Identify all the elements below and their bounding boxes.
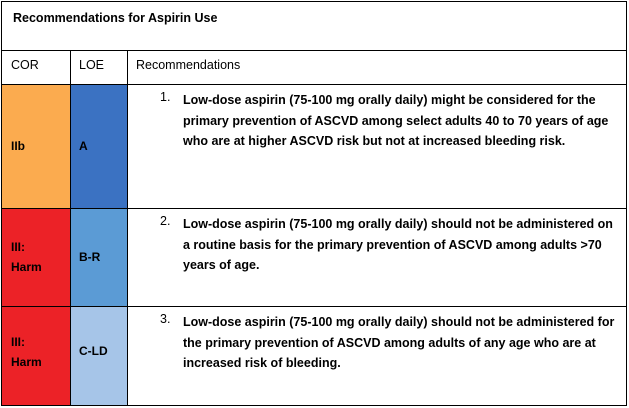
recommendation-cell <box>128 209 626 306</box>
loe-cell <box>71 209 127 306</box>
table-row <box>2 85 626 209</box>
header-cor: COR <box>11 58 39 72</box>
recommendation-cell <box>128 85 626 208</box>
header-recommendations: Recommendations <box>136 58 241 72</box>
table-row <box>2 209 626 307</box>
recommendation-cell <box>128 307 626 405</box>
recommendation-text: Low-dose aspirin (75-100 mg orally daily) might be considered for the primary prevention of ASCVD among select adults 40 to 70 years of age who are at higher ASCVD risk but not at increased bleeding risk. <box>183 93 609 148</box>
recommendation-text: Low-dose aspirin (75-100 mg orally daily) should not be administered on a routine basis for the primary prevention of ASCVD among adults >70 years of age. <box>183 217 613 272</box>
loe-value: B-R <box>79 250 101 264</box>
loe-value: C-LD <box>79 344 108 358</box>
header-loe: LOE <box>79 58 105 72</box>
recommendations-table <box>1 1 627 406</box>
recommendation-number: 1. <box>160 90 171 104</box>
column-divider <box>127 51 128 405</box>
table-row <box>2 307 626 405</box>
cor-cell <box>2 209 70 306</box>
loe-cell <box>71 85 127 208</box>
cor-value: III: Harm <box>11 240 42 274</box>
loe-cell <box>71 307 127 405</box>
cor-value: IIb <box>11 139 25 153</box>
table-header-row <box>2 51 626 85</box>
cor-value: III: Harm <box>11 335 42 369</box>
cor-cell <box>2 85 70 208</box>
table-title: Recommendations for Aspirin Use <box>13 11 218 25</box>
recommendation-number: 2. <box>160 214 171 228</box>
cor-cell <box>2 307 70 405</box>
table-title-row <box>2 2 626 51</box>
recommendation-number: 3. <box>160 312 171 326</box>
recommendation-text: Low-dose aspirin (75-100 mg orally daily) should not be administered for the primary prevention of ASCVD among adults of any age who are at increased risk of bleeding. <box>183 315 615 370</box>
loe-value: A <box>79 139 88 153</box>
column-divider <box>70 51 71 405</box>
